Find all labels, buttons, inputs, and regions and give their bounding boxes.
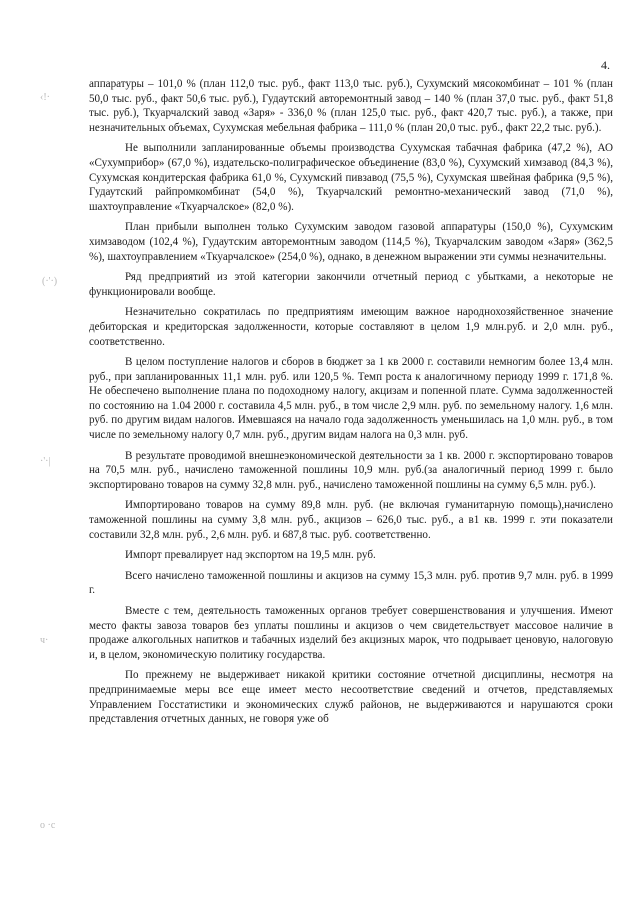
margin-mark: ч·	[40, 635, 49, 646]
paragraph: Импортировано товаров на сумму 89,8 млн. руб. (не включая гуманитарную помощь),начислено таможенной пошлины на сумму 3,8 млн. руб., акцизов – 626,0 тыс. руб., а в1 кв. 1999 г. эти показатели составили 32,8 млн. руб., 2,6 млн. руб. и 687,8 тыс. руб. соответственно.	[89, 499, 613, 541]
margin-mark: ·'·|	[40, 456, 51, 467]
document-body	[89, 77, 613, 733]
paragraph: Вместе с тем, деятельность таможенных органов требует совершенствования и улучшения. Имеют место факты завоза товаров без уплаты пошлины и акцизов о чем свидетельствует массовое наличие в продаже алкогольных напитков и табачных изделий без акцизных марок, что подрывает ценовую, налоговую и, в целом, экономическую политику государства.	[89, 605, 613, 661]
paragraph: План прибыли выполнен только Сухумским заводом газовой аппаратуры (150,0 %), Сухумским химзаводом (102,4 %), Гудаутским авторемонтным заводом (114,5 %), Ткуарчалским заводом «Заря» (362,5 %), шахтоуправлением «Ткуарчалское» (254,0 %), однако, в денежном выражении эти суммы незначительны.	[89, 221, 613, 263]
paragraph: Импорт превалирует над экспортом на 19,5 млн. руб.	[125, 549, 376, 562]
paragraph: По прежнему не выдерживает никакой критики состояние отчетной дисциплины, несмотря на предпринимаемые меры все еще имеет место несоответствие сведений и отчетов, представляемых Управлением Госстатистики и экономических служб районов, не выдерживаются и нарушаются сроки представления отчетных данных, не говоря уже об	[89, 669, 613, 726]
paragraph: В результате проводимой внешнеэкономической деятельности за 1 кв. 2000 г. экспортировано товаров на 70,5 млн. руб., начислено таможенной пошлины 10,9 млн. руб.(за аналогичный период 1999 г. было экспортировано товаров на сумму 32,8 млн. руб., начислено таможенной пошлины на сумму 6,5 млн. руб.).	[89, 449, 613, 491]
margin-mark: о ·с	[40, 820, 56, 831]
paragraph: Ряд предприятий из этой категории закончили отчетный период с убытками, а некоторые не функционировали вообще.	[89, 271, 613, 298]
paragraph: Всего начислено таможенной пошлины и акцизов на сумму 15,3 млн. руб. против 9,7 млн. руб. в 1999 г.	[89, 569, 613, 597]
margin-mark: ‹!·	[40, 92, 50, 103]
margin-mark: (·'·)	[42, 276, 58, 287]
paragraph: Незначительно сократилась по предприятиям имеющим важное народнохозяйственное значение дебиторская и кредиторская задолженности, которые составляют в целом 1,9 млн.руб. и 2,0 млн. руб., соответственно.	[89, 306, 613, 348]
paragraph: Не выполнили запланированные объемы производства Сухумская табачная фабрика (47,2 %), АО «Сухумприбор» (67,0 %), издательско-полиграфическое объединение (83,0 %), Сухумский химзавод (84,3 %), Сухумская кондитерская фабрика 61,0 %, Сухумский пивзавод (75,5 %), Сухумская швейная фабрика (9,5 %), Гудаутский райпромкомбинат (54,0 %), Ткуарчалский ремонтно-механический завод (71,0 %), шахтоуправление «Ткуарчалское» (82,0 %).	[89, 142, 613, 213]
paragraph: В целом поступление налогов и сборов в бюджет за 1 кв 2000 г. составили немногим более 13,4 млн. руб., при запланированных 11,1 млн. руб. или 120,5 %. Темп роста к аналогичному периоду 1999 г. 171,8 %. Не обеспечено выполнение плана по подоходному налогу, акцизам и попенной плате. Сумма задолженностей по состоянию на 1.04 2000 г. составила 4,5 млн. руб., в том числе 2,9 млн. руб. по земельному налогу. 1,6 млн. руб. по другим видам налогов. Имевшаяся на начало года задолженность уменьшилась на 1,0 млн. руб., в том числе по земельному налогу 0,7 млн. руб., другим видам налога на 0,3 млн. руб.	[89, 356, 613, 442]
paragraph: аппаратуры – 101,0 % (план 112,0 тыс. руб., факт 113,0 тыс. руб.), Сухумский мясокомбинат – 101 % (план 50,0 тыс. руб., факт 50,6 тыс. руб.), Гудаутский авторемонтный завод – 140 % (план 37,0 тыс. руб., факт 51,8 тыс. руб.), Ткуарчалский завод «Заря» - 336,0 % (план 125,0 тыс. руб., факт 420,7 тыс. руб.), а также, при незначительных объемах, Сухумская мебельная фабрика – 111,0 % (план 20,0 тыс. руб., факт 22,2 тыс. руб.).	[89, 78, 613, 134]
page-number: 4.	[601, 58, 610, 72]
